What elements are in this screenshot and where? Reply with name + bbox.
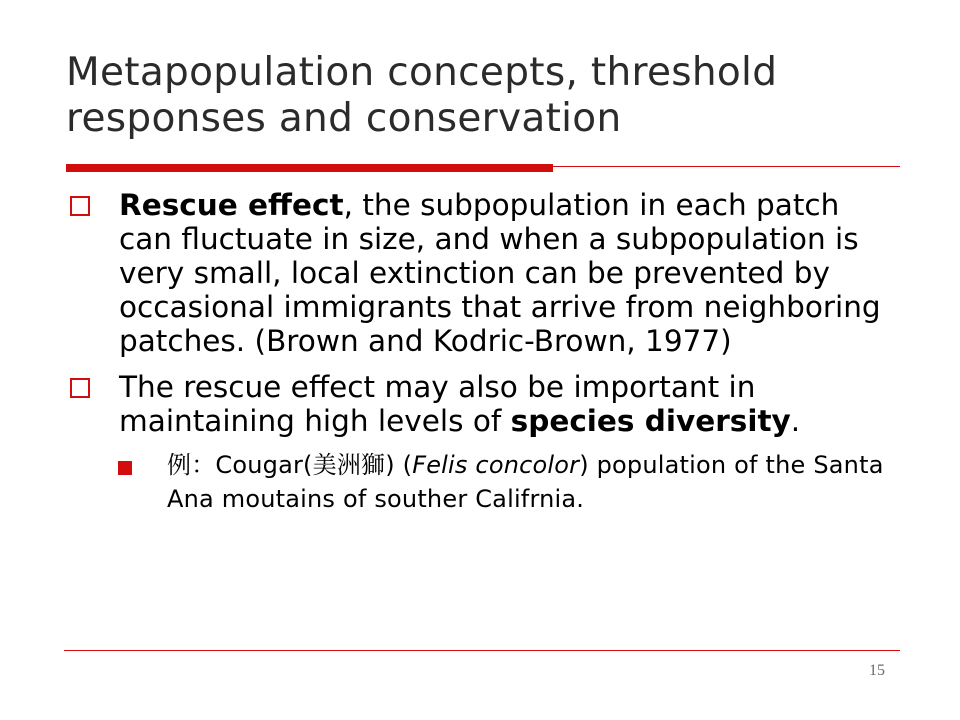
bullet-text-rescue-effect: , the subpopulation in each patch can fluctuate in size, and when a subpopulation is very small, local extinction can be prevented by occasional immigrants that arrive from neighboring patches. (Brown and Kodric-Brown, 1977) [119,188,881,358]
filled-square-bullet-icon [118,461,132,475]
title-accent-bar [66,164,553,172]
sub-bullet-prefix: 例：Cougar(美洲獅) ( [167,451,413,479]
sub-bullet-suffix: ) population of the Santa Ana moutains of souther Califrnia. [167,451,884,513]
bullet-term-rescue-effect: Rescue effect [119,188,344,222]
footer-divider-line [64,650,900,651]
bullet-species-diversity [70,370,900,438]
title-divider-line [553,166,900,167]
title-line-1: Metapopulation concepts, threshold [66,50,778,95]
bullet-tail-species-diversity: . [790,404,801,438]
hollow-square-bullet-icon [70,378,90,398]
title-line-2: responses and conservation [66,96,622,141]
bullet-term-species-diversity: species diversity [510,404,791,438]
page-number: 15 [869,662,885,679]
sub-bullet-cougar [118,448,900,516]
hollow-square-bullet-icon [70,196,90,216]
bullet-rescue-effect [70,188,900,358]
slide-title [66,50,926,142]
bullet-text-species-diversity: The rescue effect may also be important in maintaining high levels of [119,370,756,438]
sub-bullet-species-name: Felis concolor [412,451,580,479]
bullet-list [70,188,900,516]
